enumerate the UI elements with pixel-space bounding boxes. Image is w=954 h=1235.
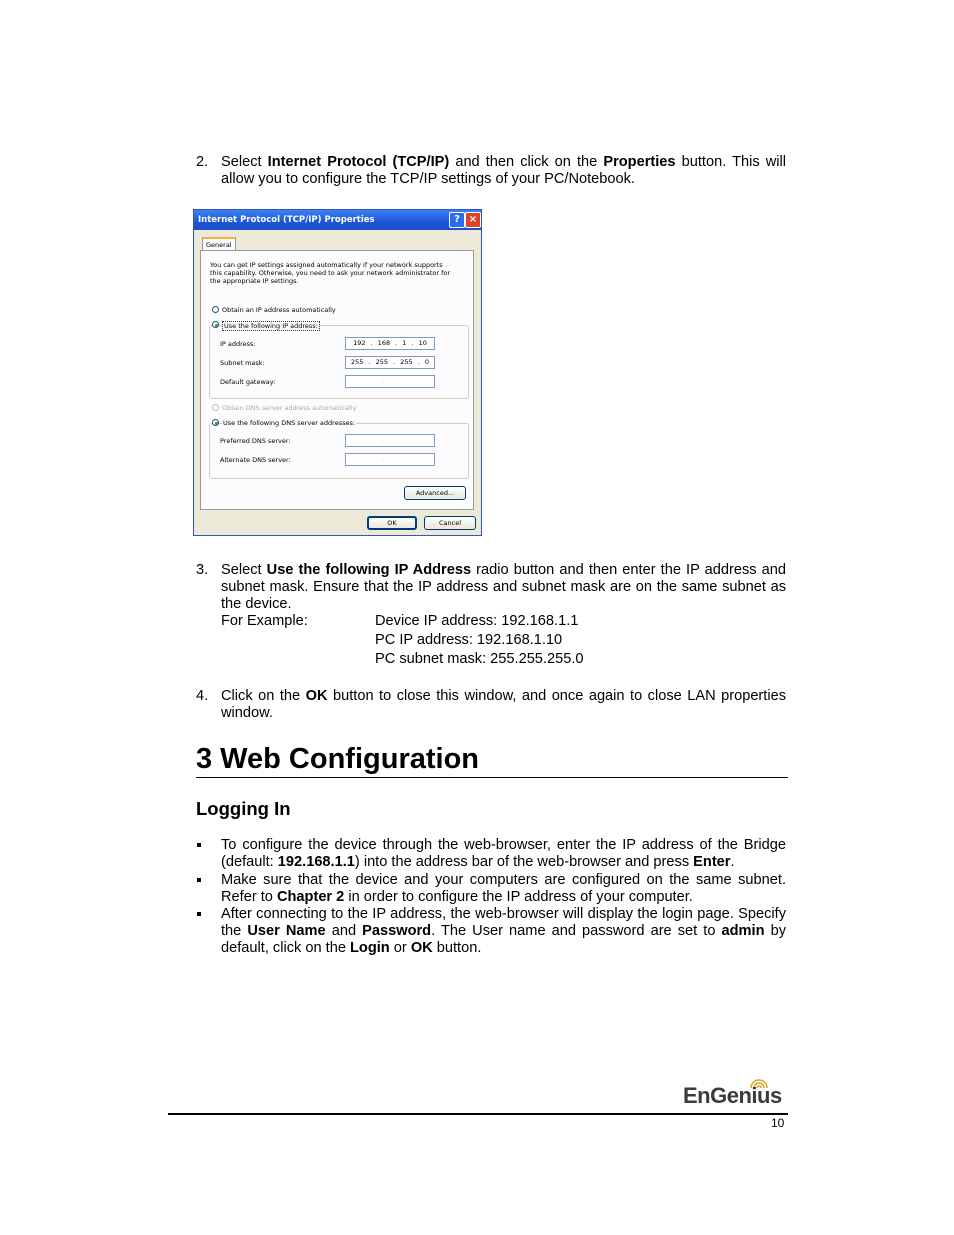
step-number: 3. — [196, 562, 209, 578]
obtain-dns-auto-radio[interactable] — [212, 404, 219, 411]
step-number: 4. — [196, 688, 209, 704]
preferred-dns-field[interactable]: . . . — [345, 434, 435, 447]
use-following-dns-label: Use the following DNS server addresses: — [223, 419, 356, 427]
tcpip-properties-dialog — [193, 209, 482, 536]
bullet-marker — [197, 878, 201, 882]
footer-rule — [168, 1113, 788, 1115]
example-pc-ip: PC IP address: 192.168.1.10 — [375, 632, 563, 648]
example-label: For Example: — [221, 613, 308, 629]
bullet-marker — [197, 843, 201, 847]
alternate-dns-label: Alternate DNS server: — [220, 456, 291, 464]
obtain-dns-auto-label: Obtain DNS server address automatically — [222, 404, 357, 412]
intro-text-3: the appropriate IP settings. — [210, 277, 299, 285]
bullet-item: Make sure that the device and your computers are configured on the same subnet. Refer to Chapter 2 in order to configure the IP address of your computer. — [196, 872, 786, 906]
section-title: 3 Web Configuration — [196, 741, 788, 778]
general-panel — [200, 250, 474, 510]
default-gateway-label: Default gateway: — [220, 378, 276, 386]
example-device-ip: Device IP address: 192.168.1.1 — [375, 613, 579, 629]
intro-text-2: this capability. Otherwise, you need to ask your network administrator for — [210, 269, 451, 277]
help-icon[interactable]: ? — [449, 212, 465, 228]
engenius-logo: EnGenius — [683, 1083, 782, 1108]
cancel-button[interactable]: Cancel — [424, 516, 476, 530]
subsection-title: Logging In — [196, 798, 291, 819]
subnet-mask-label: Subnet mask: — [220, 359, 265, 367]
bullet-marker — [197, 912, 201, 916]
obtain-ip-auto-radio[interactable] — [212, 306, 219, 313]
step-4 — [196, 688, 786, 722]
intro-text-1: You can get IP settings assigned automatically if your network supports — [210, 261, 443, 269]
step-2 — [196, 154, 786, 188]
step-number: 2. — [196, 154, 209, 170]
alternate-dns-field[interactable]: . . . — [345, 453, 435, 466]
preferred-dns-label: Preferred DNS server: — [220, 437, 291, 445]
use-following-ip-label: Use the following IP address: — [224, 322, 318, 330]
dns-group — [209, 423, 469, 479]
use-following-ip-radio[interactable] — [212, 321, 219, 328]
obtain-ip-auto-label: Obtain an IP address automatically — [222, 306, 336, 314]
ip-address-field[interactable]: 192 . 168 . 1 . 10 — [345, 337, 435, 350]
step-text: Select Internet Protocol (TCP/IP) and then click on the Properties button. This will allow you to configure the TCP/IP settings of your PC/Notebook. — [221, 154, 786, 187]
page-number: 10 — [771, 1116, 785, 1130]
use-following-dns-radio[interactable] — [212, 419, 219, 426]
dialog-title-bar — [194, 210, 481, 230]
close-icon[interactable]: × — [465, 212, 481, 228]
bullet-item: After connecting to the IP address, the web-browser will display the login page. Specify the User Name and Password. The User name and password are set to admin by default, click on the Login or OK button. — [196, 906, 786, 957]
bullet-item: To configure the device through the web-browser, enter the IP address of the Bridge (default: 192.168.1.1) into the address bar of the web-browser and press Enter. — [196, 837, 786, 871]
example-pc-subnet: PC subnet mask: 255.255.255.0 — [375, 651, 584, 667]
tab-general[interactable]: General — [202, 237, 236, 250]
dialog-title: Internet Protocol (TCP/IP) Properties — [198, 215, 375, 225]
step-3 — [196, 562, 786, 613]
ip-address-label: IP address: — [220, 340, 256, 348]
subnet-mask-field[interactable]: 255 . 255 . 255 . 0 — [345, 356, 435, 369]
ok-button[interactable]: OK — [367, 516, 417, 530]
step-text: Click on the OK button to close this window, and once again to close LAN properties window. — [221, 688, 787, 721]
default-gateway-field[interactable]: . . . — [345, 375, 435, 388]
advanced-button[interactable]: Advanced... — [404, 486, 466, 500]
step-text: Select Use the following IP Address radio button and then enter the IP address and subnet mask. Ensure that the IP address and subnet mask are on the same subnet as the device. — [221, 562, 786, 612]
